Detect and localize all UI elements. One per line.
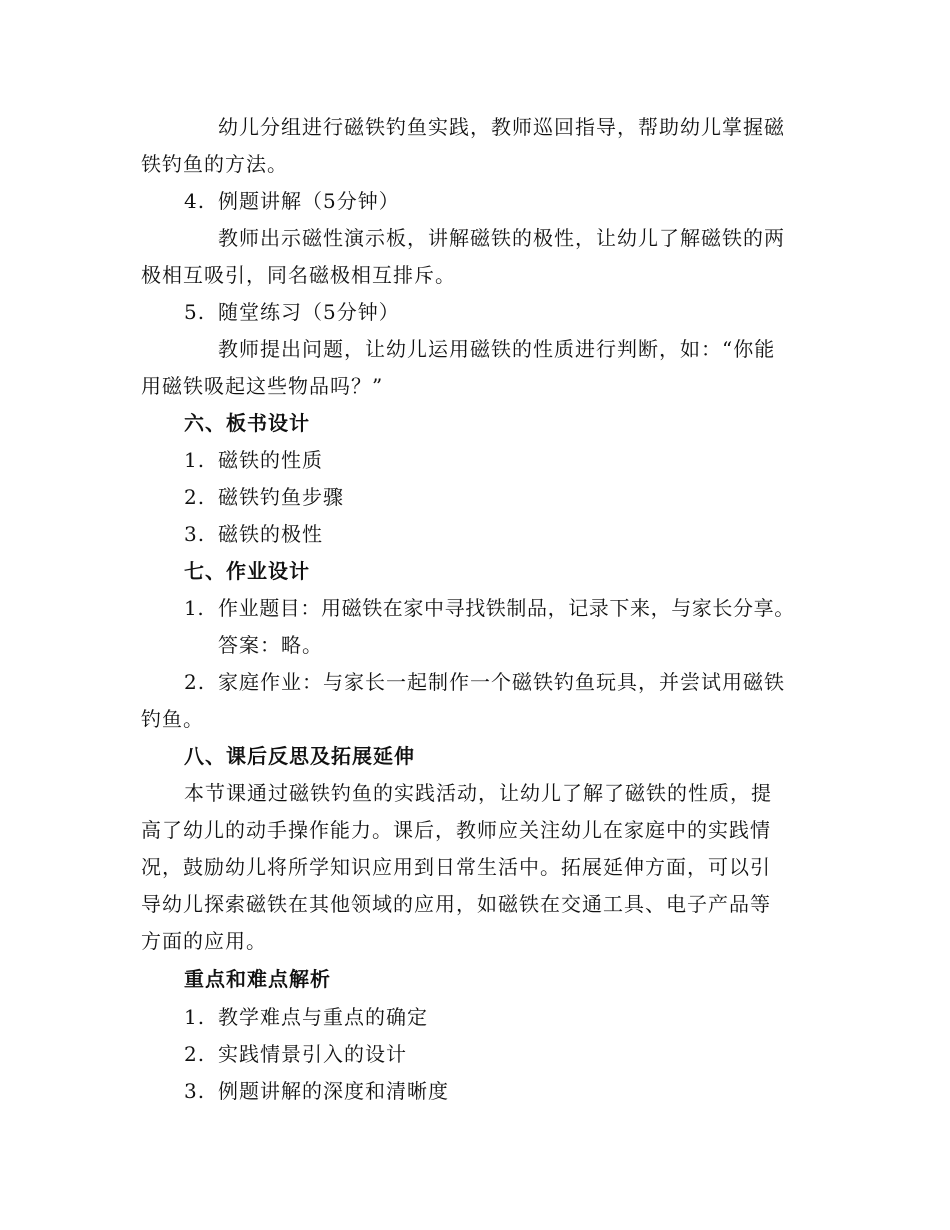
list-item	[184, 1041, 407, 1067]
list-text: 例题讲解的深度和清晰度	[218, 1079, 449, 1103]
paragraph-line: 钓鱼。	[141, 707, 204, 731]
list-number: 3.	[184, 1079, 206, 1103]
list-item	[184, 447, 323, 473]
paragraph-line: 幼儿分组进行磁铁钓鱼实践，教师巡回指导，帮助幼儿掌握磁	[218, 115, 785, 139]
paragraph-line: 用磁铁吸起这些物品吗？”	[141, 374, 384, 398]
list-text: 磁铁钓鱼步骤	[218, 485, 344, 509]
list-text: 磁铁的极性	[218, 522, 323, 546]
section-heading: 七、作业设计	[184, 559, 310, 583]
section-heading: 重点和难点解析	[184, 967, 331, 991]
list-number: 1.	[184, 448, 206, 472]
list-text: 磁铁的性质	[218, 448, 323, 472]
list-text: 教学难点与重点的确定	[218, 1005, 428, 1029]
list-item	[184, 299, 400, 325]
list-item	[184, 484, 344, 510]
section-heading: 八、课后反思及拓展延伸	[184, 744, 415, 768]
list-item	[184, 188, 400, 214]
list-number: 1.	[184, 1005, 206, 1029]
list-text: 随堂练习（5分钟）	[218, 300, 400, 324]
paragraph-line: 高了幼儿的动手操作能力。课后，教师应关注幼儿在家庭中的实践情	[141, 818, 771, 842]
list-item	[184, 1004, 428, 1030]
answer-line: 答案：略。	[218, 633, 323, 657]
paragraph-line: 况，鼓励幼儿将所学知识应用到日常生活中。拓展延伸方面，可以引	[141, 855, 771, 879]
list-number: 4.	[184, 189, 206, 213]
list-number: 1.	[184, 596, 205, 620]
list-number: 5.	[184, 300, 206, 324]
list-item	[184, 595, 795, 621]
paragraph-line: 导幼儿探索磁铁在其他领域的应用，如磁铁在交通工具、电子产品等	[141, 892, 771, 916]
section-heading: 六、板书设计	[184, 411, 310, 435]
list-number: 2.	[184, 1042, 206, 1066]
list-number: 3.	[184, 522, 206, 546]
list-text: 例题讲解（5分钟）	[218, 189, 400, 213]
paragraph-line: 铁钓鱼的方法。	[141, 152, 288, 176]
paragraph-line: 教师出示磁性演示板，讲解磁铁的极性，让幼儿了解磁铁的两	[218, 226, 785, 250]
paragraph-line: 本节课通过磁铁钓鱼的实践活动，让幼儿了解了磁铁的性质，提	[184, 781, 772, 805]
paragraph-line: 方面的应用。	[141, 929, 267, 953]
list-text: 作业题目：用磁铁在家中寻找铁制品，记录下来，与家长分享。	[218, 596, 795, 620]
list-item	[184, 521, 323, 547]
list-item	[184, 669, 785, 695]
list-text: 家庭作业：与家长一起制作一个磁铁钓鱼玩具，并尝试用磁铁	[218, 670, 785, 694]
paragraph-line: 极相互吸引，同名磁极相互排斥。	[141, 263, 456, 287]
list-text: 实践情景引入的设计	[218, 1042, 407, 1066]
list-item	[184, 1078, 449, 1104]
list-number: 2.	[184, 485, 206, 509]
list-number: 2.	[184, 670, 206, 694]
paragraph-line: 教师提出问题，让幼儿运用磁铁的性质进行判断，如：“你能	[218, 337, 776, 361]
